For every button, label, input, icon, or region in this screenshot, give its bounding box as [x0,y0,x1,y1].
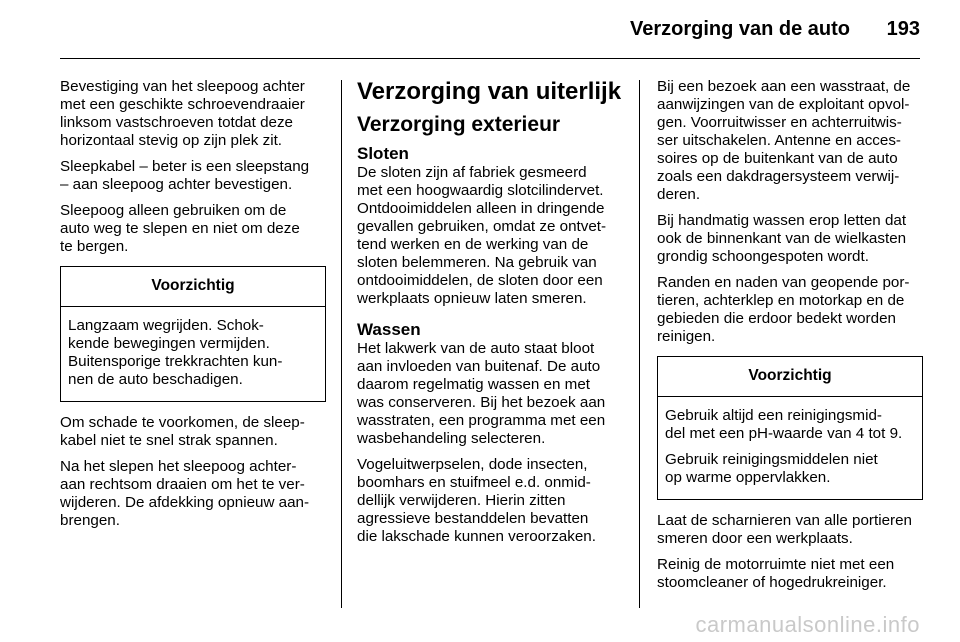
caution-box [60,266,326,402]
paragraph: Na het slepen het sleepoog achter- aan rechtsom draaien om het te ver- wijderen. De afdekking opnieuw aan- brengen. [60,458,310,529]
paragraph: Reinig de motorruimte niet met een stoomcleaner of hogedrukreiniger. [657,556,895,591]
caution-box [657,356,923,500]
paragraph: Bij een bezoek aan een wasstraat, de aanwijzingen van de exploitant opvol- gen. Voorruitwisser en achterruitwis- ser uitschakelen. Antenne en acces- soires op de buitenkant van de auto zoals een dakdragersysteem verwij- deren. [657,78,911,203]
column-right [657,78,923,600]
paragraph: Sleepkabel – beter is een sleepstang – aan sleepoog achter bevestigen. [60,158,310,193]
paragraph: Bij handmatig wassen erop letten dat ook de binnenkant van de wielkasten grondig schoongespoten wordt. [657,212,907,265]
caution-body [61,307,325,401]
topic-heading-sloten: Sloten [357,144,409,163]
paragraph: Sleepoog alleen gebruiken om de auto weg te slepen en niet om deze te bergen. [60,202,300,255]
caution-text: Langzaam wegrijden. Schok- kende bewegingen vermijden. Buitensporige trekkrachten kun- nen de auto beschadigen. [68,317,283,388]
caution-body [658,397,922,499]
column-left [60,78,326,538]
subsection-heading: Verzorging exterieur [357,113,561,136]
page-title: Verzorging van de auto [629,18,850,40]
header-divider [60,58,920,59]
paragraph: Om schade te voorkomen, de sleep- kabel niet te snel strak spannen. [60,414,305,449]
column-middle [357,78,623,554]
page-number: 193 [886,18,920,40]
paragraph: Het lakwerk van de auto staat bloot aan invloeden van buitenaf. De auto daarom regelmatig wassen en met was conserveren. Bij het bezoek aan wasstraten, een programma met een wasbehandeling selecteren. [357,340,606,447]
paragraph: Laat de scharnieren van alle portieren smeren door een werkplaats. [657,512,912,547]
paragraph: Vogeluitwerpselen, dode insecten, boomhars en stuifmeel e.d. onmid- dellijk verwijderen. Hierin zitten agressieve bestanddelen bevatten die lakschade kunnen veroorzaken. [357,456,596,545]
watermark: carmanualsonline.info [695,612,920,637]
paragraph: De sloten zijn af fabriek gesmeerd met een hoogwaardig slotcilindervet. Ontdooimiddelen alleen in dringende gevallen gebruiken, omdat ze ontvet- tend werken en de werking van de sloten belemmeren. Na gebruik van ontdooimiddelen, de sloten door een werkplaats opnieuw laten smeren. [357,164,607,307]
paragraph: Bevestiging van het sleepoog achter met een geschikte schroevendraaier linksom vastschroeven totdat deze horizontaal stevig op zijn plek zit. [60,78,305,149]
caution-title: Voorzichtig [61,267,325,307]
caution-text: Gebruik reinigingsmiddelen niet op warme oppervlakken. [665,451,878,486]
paragraph: Randen en naden van geopende por- tieren, achterklep en motorkap en de gebieden die erdoor bedekt worden reinigen. [657,274,910,345]
caution-title: Voorzichtig [658,357,922,397]
section-heading: Verzorging van uiterlijk [357,78,622,105]
caution-text: Gebruik altijd een reinigingsmid- del met een pH-waarde van 4 tot 9. [665,407,903,442]
topic-heading-wassen: Wassen [357,320,421,339]
column-divider-1 [341,80,342,608]
column-divider-2 [639,80,640,608]
